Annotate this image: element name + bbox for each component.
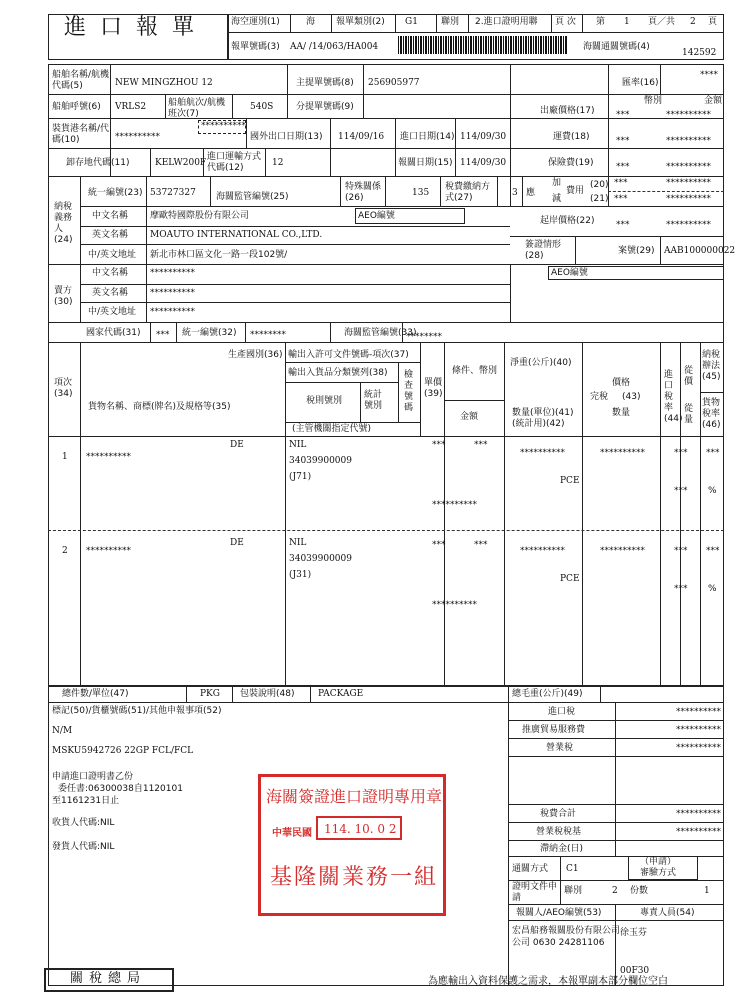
seller-en-name-value: ********** <box>150 288 195 298</box>
call-sign-value: VRLS2 <box>115 102 147 112</box>
discharge-label: 卸存地代碼(11) <box>66 158 130 168</box>
origin-label: 生產國別(36) <box>228 350 283 360</box>
item-no: 2 <box>62 546 68 556</box>
page-current: 1 <box>624 17 630 27</box>
export-date-label: 國外出口日期(13) <box>250 132 323 142</box>
broker-label: 報關人/AEO編號(53) <box>516 908 602 918</box>
import-tax-label: 進口稅 <box>548 707 576 717</box>
item-rate-1: *** <box>674 448 688 458</box>
business-tax-base-value: ********** <box>676 827 721 837</box>
freight-amount: ********** <box>666 136 711 146</box>
declaration-date-label: 報關日期(15) <box>398 158 453 168</box>
taxpayer-en-name-label: 英文名稱 <box>92 230 129 240</box>
taxpayer-aeo-label: AEO編號 <box>358 211 395 221</box>
cert-doc-label: 證明文件申請 <box>512 882 558 903</box>
description-label: 貨物名稱、商標(牌名)及規格等(35) <box>88 402 231 412</box>
packing-label: 包裝說明(48) <box>240 689 295 699</box>
amount-col-label: 金額 <box>460 412 479 422</box>
page-prefix: 第 <box>596 17 606 27</box>
item-pct: % <box>708 584 717 594</box>
declaration-type-label: 報單類別(2) <box>336 17 385 27</box>
net-weight-label: 淨重(公斤)(40) <box>510 358 572 368</box>
entrust-no: 委任書:06300038自1120101 <box>58 784 183 794</box>
marks-label: 標記(50)/貨櫃號碼(51)/其他申報事項(52) <box>52 706 222 716</box>
item-hs: 34039900009 <box>289 554 352 564</box>
master-bl-value: 256905977 <box>368 78 420 88</box>
cert-status-label: 簽證情形(28) <box>525 240 562 261</box>
item-rate-3: *** <box>674 584 688 594</box>
special-relation-label: 特殊關係(26) <box>345 182 382 203</box>
tax-no-label: 稅則號別 <box>306 396 343 406</box>
business-tax-value: ********** <box>676 743 721 753</box>
bottom-stamp-text: 關稅總局 <box>70 971 147 986</box>
seller-country-value: *** <box>156 330 170 340</box>
late-fee-label: 滯納金(日) <box>540 844 584 854</box>
barcode <box>398 36 568 54</box>
broker-name: 宏昌船務報關股份有限公司 <box>512 926 621 936</box>
export-price-label: 出廠價格(17) <box>540 106 595 116</box>
taxpayer-group-label: 納稅義務人(24) <box>54 202 73 245</box>
import-date-label: 進口日期(14) <box>400 132 455 142</box>
seal-top-text: 海關簽證進口證明專用章 <box>266 787 443 806</box>
export-price-currency: *** <box>616 110 630 120</box>
copy-label: 聯別 <box>441 17 460 27</box>
item-terms: *** <box>432 540 446 550</box>
item-rate-1: *** <box>674 546 688 556</box>
seller-address-label: 中/英文地址 <box>88 307 137 317</box>
add-currency: *** <box>614 178 628 188</box>
voyage-value: 540S <box>250 102 274 112</box>
taxpayer-address-label: 中/英文地址 <box>88 250 137 260</box>
item-hs: 34039900009 <box>289 456 352 466</box>
fee-label: 費用 <box>566 186 585 196</box>
unit-price-label: 單價(39) <box>424 378 443 399</box>
packages-unit: PKG <box>200 689 220 699</box>
sub-label: 減 <box>552 194 562 204</box>
vessel-name-label: 船舶名稱/航機代碼(5) <box>52 70 110 91</box>
freight-currency: *** <box>616 136 630 146</box>
item-currency: *** <box>474 540 488 550</box>
specific-label: 從量 <box>684 404 694 425</box>
seller-group-label: 賣方(30) <box>54 286 73 307</box>
taxpayer-uni-no-label: 統一編號(23) <box>88 188 143 198</box>
item-origin: DE <box>230 440 244 450</box>
seal-date: 114. 10. 0 2 <box>324 822 397 836</box>
transport-value: 12 <box>272 158 284 168</box>
special-relation-value: 135 <box>412 188 430 198</box>
import-date-value: 114/09/30 <box>460 132 507 142</box>
container-value: MSKU5942726 22GP FCL/FCL <box>52 746 194 756</box>
loading-port-value: ********** <box>115 132 160 142</box>
cif-label: 起岸價格(22) <box>540 216 595 226</box>
copy-value: 2.進口證明用聯 <box>475 17 538 27</box>
item-no-label: 項次(34) <box>54 378 73 399</box>
loading-port-label: 裝貨港名稱/代碼(10) <box>52 124 110 145</box>
amount-label: 金額 <box>704 96 723 106</box>
ad-valorem-label: 從價 <box>684 366 694 387</box>
add-label: 加 <box>552 178 562 188</box>
promo-fee-label: 推廣貿易服務費 <box>522 725 586 735</box>
declaration-date-value: 114/09/30 <box>460 158 507 168</box>
item-stat: (J31) <box>289 570 312 580</box>
item-rate-2: *** <box>706 546 720 556</box>
shipper: 發貨人代碼:NIL <box>52 842 115 852</box>
footer-note: 為應輸出入資料保護之需求，本報單副本部分欄位空白 <box>428 976 668 987</box>
cif-currency: *** <box>616 220 630 230</box>
inspection-label: 檢查號碼 <box>404 370 414 413</box>
item-currency: *** <box>474 440 488 450</box>
item-rate-2: *** <box>706 448 720 458</box>
duty-qty-label: 數量 <box>612 408 631 418</box>
business-tax-label: 營業稅 <box>546 743 574 753</box>
transport-label: 進口運輸方式代碼(12) <box>207 152 262 173</box>
item-permit: NIL <box>289 440 307 450</box>
gross-label: 總毛重(公斤)(49) <box>512 689 583 699</box>
vessel-name-value: NEW MINGZHOU 12 <box>115 78 213 88</box>
permit-label: 輸出入許可文件號碼-項次(37) <box>288 350 409 360</box>
cert-copy-label: 聯別 <box>564 886 583 896</box>
value-label: 價格 <box>612 378 631 388</box>
seller-en-name-label: 英文名稱 <box>92 288 129 298</box>
cert-count-value: 1 <box>704 886 710 896</box>
declaration-type-value: G1 <box>405 17 418 27</box>
add-amount: ********** <box>666 178 711 188</box>
packing-value: PACKAGE <box>318 689 364 699</box>
seller-country-label: 國家代碼(31) <box>86 328 141 338</box>
packages-label: 總件數/單位(47) <box>62 689 129 699</box>
taxpayer-uni-no-value: 53727327 <box>150 188 196 198</box>
import-tax-rate-label: 進口稅率(44) <box>664 370 683 424</box>
insurance-amount: ********** <box>666 162 711 172</box>
item-desc: ********** <box>86 546 131 556</box>
sub-currency: *** <box>614 194 628 204</box>
broker-code: 公司 0630 24281106 <box>512 938 605 948</box>
page-suffix: 頁 <box>708 17 718 27</box>
item-amount: ********** <box>432 500 477 510</box>
quantity-label: 數量(單位)(41)(統計用)(42) <box>512 408 574 429</box>
cert-copy-value: 2 <box>612 886 618 896</box>
item-permit: NIL <box>289 538 307 548</box>
seller-supervision-value: ******** <box>406 332 442 342</box>
voyage-label: 船舶航次/航機班次(7) <box>168 98 226 119</box>
seller-aeo-label: AEO編號 <box>551 268 588 278</box>
seal-bottom-text: 基隆關業務一組 <box>270 865 439 890</box>
taxpayer-en-name-value: MOAUTO INTERNATIONAL CO.,LTD. <box>150 230 323 240</box>
commodity-tax-label: 貨物稅率(46) <box>702 398 721 430</box>
tax-method-col-label: 納稅辦法(45) <box>702 350 721 382</box>
page-label: 頁 次 <box>555 17 576 27</box>
import-tax-value: ********** <box>676 707 721 717</box>
item-desc: ********** <box>86 452 131 462</box>
tax-total-label: 稅費合計 <box>540 809 577 819</box>
case-value: AAB100000022 <box>664 246 736 256</box>
item-rate-3: *** <box>674 486 688 496</box>
item-terms: *** <box>432 440 446 450</box>
port-type-label: 海空運別(1) <box>231 17 280 27</box>
seller-uni-no-value: ******** <box>250 330 286 340</box>
export-date-value: 114/09/16 <box>338 132 385 142</box>
taxpayer-address-value: 新北市林口區文化一路一段102號/ <box>150 250 288 260</box>
classification-label: 輸出入貨品分類號列(38) <box>288 368 388 378</box>
item-pct: % <box>708 486 717 496</box>
freight-label: 運費(18) <box>553 132 590 142</box>
exchange-rate-value: **** <box>700 70 718 80</box>
declaration-no-label: 報單號碼(3) <box>231 42 280 52</box>
item-amount: ********** <box>432 600 477 610</box>
add-code: (20) <box>590 180 609 190</box>
apply-label: （申請） <box>640 857 677 867</box>
page-mid: 頁／共 <box>648 17 676 27</box>
insurance-currency: *** <box>616 162 630 172</box>
taxpayer-cn-name-value: 摩歐特國際股份有限公司 <box>150 211 250 221</box>
currency-label: 幣別 <box>644 96 663 106</box>
entrust-to: 至1161231日止 <box>52 796 120 806</box>
consignee: 收貨人代碼:NIL <box>52 818 115 828</box>
duty-no-label: (43) <box>622 392 641 402</box>
item-stat: (J71) <box>289 472 312 482</box>
loading-port-code: ********** <box>201 121 246 131</box>
specialist-label: 專責人員(54) <box>640 908 695 918</box>
item-price: ********** <box>600 448 645 458</box>
cert-request: 申請進口證明書乙份 <box>52 772 134 782</box>
adjust-label: 應 <box>526 188 536 198</box>
house-bl-label: 分提單號碼(9) <box>296 102 354 112</box>
taxpayer-supervision-label: 海關監管編號(25) <box>216 192 289 202</box>
sub-amount: ********** <box>666 194 711 204</box>
seller-supervision-label: 海關監管編號(33) <box>344 328 417 338</box>
item-net-weight: ********** <box>520 546 565 556</box>
page-title: 進口報單 <box>64 15 209 40</box>
tax-method-value: 3 <box>512 188 518 198</box>
export-price-amount: ********** <box>666 110 711 120</box>
item-unit: PCE <box>560 574 580 584</box>
declaration-no-value: AA/ /14/063/HA004 <box>290 42 379 52</box>
duty-price-label: 完稅 <box>590 392 609 402</box>
designated-label: (主管機關指定代號) <box>292 424 372 434</box>
discharge-value: KELW200F <box>155 158 207 168</box>
seller-cn-name-value: ********** <box>150 268 195 278</box>
clearance-label: 通關方式 <box>512 864 549 874</box>
exchange-rate-label: 匯率(16) <box>622 78 659 88</box>
terms-label: 條件、幣別 <box>452 366 498 376</box>
item-price: ********** <box>600 546 645 556</box>
page-total: 2 <box>690 17 696 27</box>
insurance-label: 保險費(19) <box>548 158 594 168</box>
customs-code-value: 142592 <box>682 48 717 58</box>
marks-value: N/M <box>52 726 73 736</box>
seal-side-text: 中華民國 <box>272 828 312 839</box>
clearance-value: C1 <box>566 864 579 874</box>
seller-uni-no-label: 統一編號(32) <box>182 328 237 338</box>
item-net-weight: ********** <box>520 448 565 458</box>
inspect-method-label: 審驗方式 <box>640 868 677 878</box>
cert-count-label: 份數 <box>630 886 649 896</box>
tax-total-value: ********** <box>676 809 721 819</box>
case-label: 案號(29) <box>618 246 655 256</box>
item-origin: DE <box>230 538 244 548</box>
cif-amount: ********** <box>666 220 711 230</box>
customs-code-label: 海關通關號碼(4) <box>583 42 650 52</box>
master-bl-label: 主提單號碼(8) <box>296 78 354 88</box>
tax-method-label: 稅費繳納方式(27) <box>445 182 491 203</box>
promo-fee-value: ********** <box>676 725 721 735</box>
seller-address-value: ********** <box>150 307 195 317</box>
sub-code: (21) <box>590 194 609 204</box>
business-tax-base-label: 營業稅稅基 <box>536 827 582 837</box>
item-no: 1 <box>62 452 68 462</box>
stat-no-label: 統計號別 <box>364 390 383 411</box>
seller-cn-name-label: 中文名稱 <box>92 268 129 278</box>
call-sign-label: 船舶呼號(6) <box>52 102 101 112</box>
port-type-value: 海 <box>306 17 316 27</box>
doc-code: 00F30 <box>620 966 650 976</box>
taxpayer-cn-name-label: 中文名稱 <box>92 211 129 221</box>
specialist-name: 徐玉芬 <box>620 928 648 938</box>
item-unit: PCE <box>560 476 580 486</box>
